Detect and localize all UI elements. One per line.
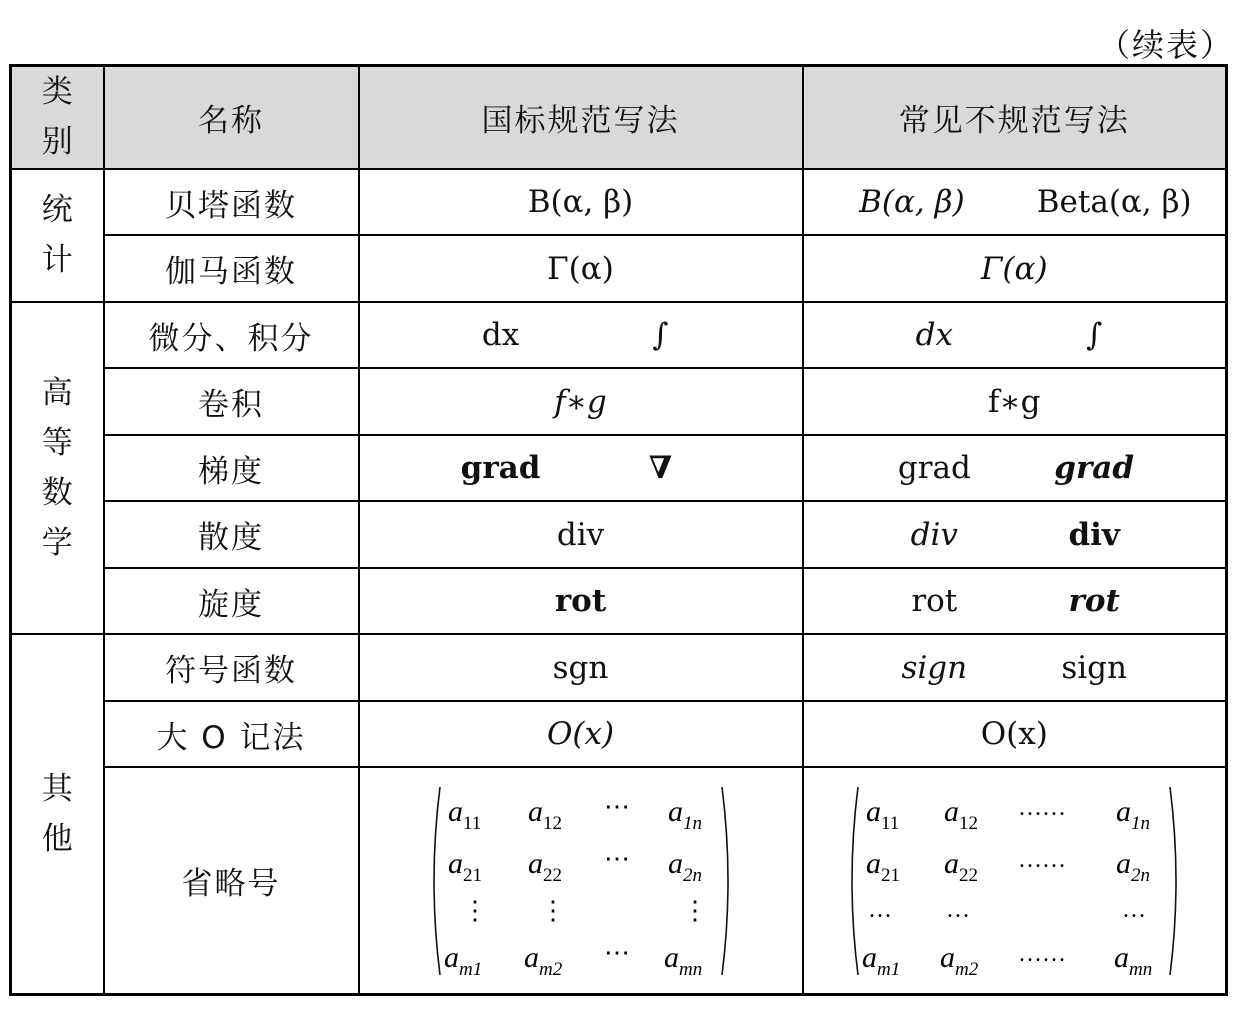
standard-value: dx	[481, 317, 520, 354]
nonstandard-cell	[803, 302, 1227, 369]
nonstandard-value: B(α, β)	[859, 184, 965, 221]
category-other: 其 他	[11, 634, 104, 994]
svg-text:am2: $a_{m2}$	[523, 940, 562, 980]
nonstandard-value: grad	[897, 450, 971, 487]
svg-text:a21: $a_{21}$	[866, 846, 901, 886]
matrix-nonstandard	[844, 781, 1184, 981]
svg-text:am2: $a_{m2}$	[940, 940, 979, 980]
table-row	[11, 435, 1227, 502]
nonstandard-value: dx	[915, 317, 953, 354]
header-row	[11, 66, 1227, 169]
svg-text:am1: $a_{m1}$	[443, 940, 482, 980]
row-name: 省略号	[104, 767, 359, 994]
table-row	[11, 701, 1227, 768]
svg-text:a1n: $a_{1n}$	[1116, 794, 1151, 834]
row-name: 贝塔函数	[104, 169, 359, 236]
standard-cell: rot	[359, 568, 803, 635]
nabla-symbol: ∇	[648, 450, 673, 487]
svg-text:a1n: $a_{1n}$	[667, 794, 702, 834]
svg-text:⋮: ⋮	[539, 895, 566, 925]
standard-cell: div	[359, 501, 803, 568]
nonstandard-value: rot	[911, 583, 958, 620]
table-row	[11, 368, 1227, 435]
standard-cell: sgn	[359, 634, 803, 701]
svg-text:a21: $a_{21}$	[447, 846, 482, 886]
nonstandard-cell	[803, 501, 1227, 568]
nonstandard-value: grad	[1054, 450, 1135, 487]
notation-table	[9, 64, 1228, 996]
table-row	[11, 767, 1227, 994]
svg-text:⋯: ⋯	[603, 791, 630, 821]
svg-text:a22: $a_{22}$	[527, 846, 562, 886]
svg-text:……: ……	[1018, 940, 1067, 967]
row-name: 符号函数	[104, 634, 359, 701]
row-name: 旋度	[104, 568, 359, 635]
svg-text:a11: $a_{11}$	[447, 794, 481, 834]
svg-text:……: ……	[1018, 846, 1067, 873]
integral-symbol: ∫	[652, 317, 669, 354]
table-row	[11, 501, 1227, 568]
nonstandard-cell: f∗g	[803, 368, 1227, 435]
row-name: 微分、积分	[104, 302, 359, 369]
category-stats: 统 计	[11, 169, 104, 302]
standard-cell: f∗g	[359, 368, 803, 435]
row-name: 卷积	[104, 368, 359, 435]
row-name: 散度	[104, 501, 359, 568]
standard-cell: Γ(α)	[359, 235, 803, 302]
svg-text:am1: $a_{m1}$	[862, 940, 901, 980]
table-row	[11, 634, 1227, 701]
svg-text:a11: $a_{11}$	[866, 794, 900, 834]
nonstandard-cell	[803, 169, 1227, 236]
standard-cell	[359, 435, 803, 502]
nonstandard-value: div	[910, 516, 958, 553]
standard-cell: O(x)	[359, 701, 803, 768]
nonstandard-cell	[803, 634, 1227, 701]
row-name: 伽马函数	[104, 235, 359, 302]
svg-text:⋯: ⋯	[603, 937, 630, 967]
integral-symbol: ∫	[1086, 317, 1103, 354]
nonstandard-value: sign	[901, 649, 968, 686]
header-nonstandard: 常见不规范写法	[803, 66, 1227, 169]
nonstandard-cell	[803, 767, 1227, 994]
row-name: 梯度	[104, 435, 359, 502]
header-category: 类 别	[11, 66, 104, 169]
table-row	[11, 169, 1227, 236]
standard-cell	[359, 302, 803, 369]
svg-text:…: …	[868, 896, 893, 923]
nonstandard-cell: Γ(α)	[803, 235, 1227, 302]
nonstandard-cell	[803, 568, 1227, 635]
nonstandard-value: sign	[1061, 649, 1127, 686]
svg-text:a22: $a_{22}$	[944, 846, 979, 886]
table-row	[11, 568, 1227, 635]
svg-text:amn: $a_{mn}$	[1114, 940, 1153, 980]
svg-text:⋮: ⋮	[461, 895, 488, 925]
svg-text:⋮: ⋮	[681, 895, 708, 925]
row-name: 大 O 记法	[104, 701, 359, 768]
header-standard: 国标规范写法	[359, 66, 803, 169]
nonstandard-cell	[803, 435, 1227, 502]
svg-text:a12: $a_{12}$	[527, 794, 562, 834]
table-row	[11, 302, 1227, 369]
standard-cell	[359, 767, 803, 994]
header-name: 名称	[104, 66, 359, 169]
standard-value: grad	[460, 450, 541, 487]
svg-text:a2n: $a_{2n}$	[667, 846, 702, 886]
nonstandard-value: rot	[1068, 583, 1120, 620]
svg-text:⋯: ⋯	[603, 843, 630, 873]
svg-text:……: ……	[1018, 794, 1067, 821]
continued-label: （续表）	[1098, 26, 1235, 64]
svg-text:a12: $a_{12}$	[944, 794, 979, 834]
nonstandard-cell: O(x)	[803, 701, 1227, 768]
table-row	[11, 235, 1227, 302]
nonstandard-value: div	[1068, 516, 1120, 553]
nonstandard-value: Beta(α, β)	[1036, 184, 1192, 221]
svg-text:…: …	[1122, 896, 1147, 923]
svg-text:amn: $a_{mn}$	[663, 940, 702, 980]
svg-text:a2n: $a_{2n}$	[1116, 846, 1151, 886]
standard-cell: B(α, β)	[359, 169, 803, 236]
category-math: 高 等 数 学	[11, 302, 104, 635]
matrix-standard	[426, 781, 736, 981]
svg-text:…: …	[946, 896, 971, 923]
